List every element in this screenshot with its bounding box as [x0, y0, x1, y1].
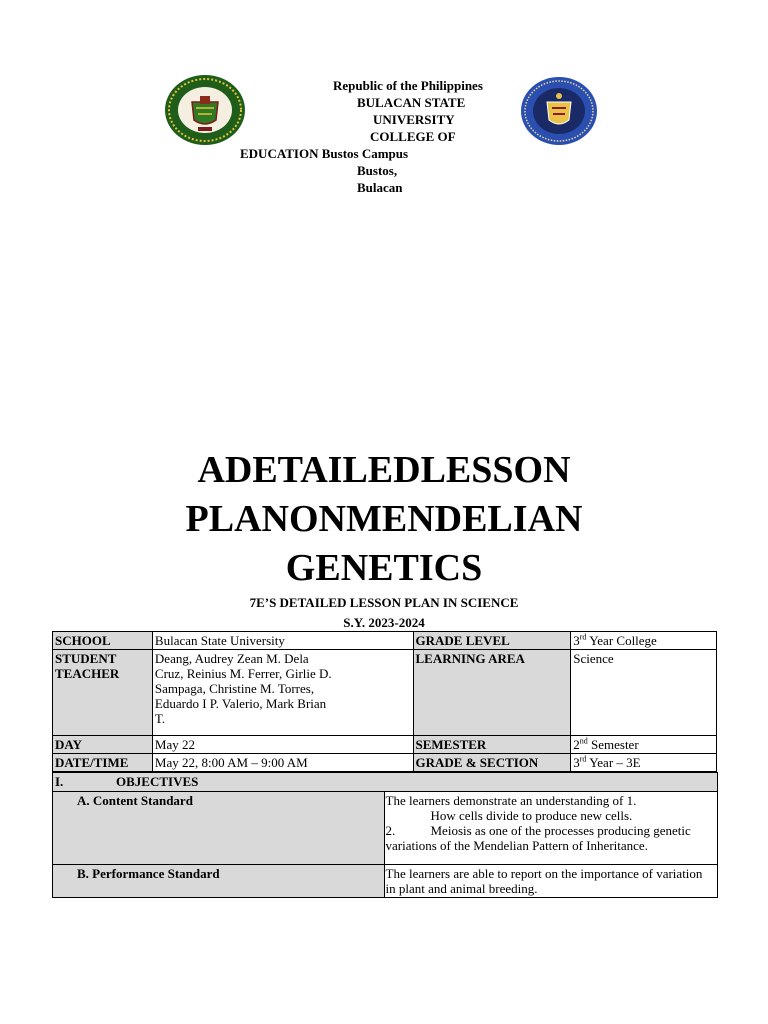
- school-year: S.Y. 2023-2024: [343, 615, 425, 630]
- day-value: May 22: [152, 736, 413, 754]
- lesson-plan-subtitle: 7E’S DETAILED LESSON PLAN IN SCIENCE: [249, 595, 519, 610]
- header-line-bustos: Bustos,: [357, 163, 398, 178]
- objectives-title: OBJECTIVES: [116, 774, 199, 789]
- performance-standard-label: B. Performance Standard: [53, 865, 385, 898]
- objectives-heading: [52, 772, 718, 792]
- content-standard-text: [384, 792, 718, 865]
- learning-area-label: LEARNING AREA: [413, 650, 571, 736]
- header-line-university: UNIVERSITY: [373, 112, 455, 127]
- header-line-bulacan-state: BULACAN STATE: [357, 95, 466, 110]
- school-value: Bulacan State University: [152, 632, 413, 650]
- objectives-table: [52, 791, 718, 898]
- header-line-education-campus: EDUCATION Bustos Campus: [240, 146, 409, 161]
- institution-header: [230, 77, 540, 196]
- learning-area-value: Science: [571, 650, 717, 736]
- title-line-3: GENETICS: [285, 547, 483, 589]
- title-line-1: ADETAILEDLESSON: [197, 449, 571, 491]
- document-title: [0, 446, 768, 593]
- semester-value: 2nd Semester: [571, 736, 717, 754]
- school-label: SCHOOL: [53, 632, 153, 650]
- grade-level-value: 3rd Year College: [571, 632, 717, 650]
- grade-level-label: GRADE LEVEL: [413, 632, 571, 650]
- objectives-number: I.: [55, 774, 64, 789]
- content-standard-intro: The learners demonstrate an understanding of 1.: [385, 793, 637, 808]
- datetime-label: DATE/TIME: [53, 754, 153, 772]
- document-subtitle: [0, 593, 768, 633]
- content-standard-item-2: 2. Meiosis as one of the processes producing genetic variations of the Mendelian Pattern of Inheritance.: [385, 823, 691, 853]
- grade-section-label: GRADE & SECTION: [413, 754, 571, 772]
- content-standard-item-1: How cells divide to produce new cells.: [430, 808, 633, 823]
- day-label: DAY: [53, 736, 153, 754]
- header-line-college-of: COLLEGE OF: [370, 129, 456, 144]
- semester-label: SEMESTER: [413, 736, 571, 754]
- lesson-info-table: [52, 631, 717, 772]
- student-teacher-value: Deang, Audrey Zean M. Dela Cruz, Reinius M. Ferrer, Girlie D. Sampaga, Christine M. Torres, Eduardo I P. Valerio, Mark Brian T.: [152, 650, 413, 736]
- header-line-bulacan: Bulacan: [357, 180, 403, 195]
- student-teacher-label: STUDENT TEACHER: [53, 650, 153, 736]
- datetime-value: May 22, 8:00 AM – 9:00 AM: [152, 754, 413, 772]
- content-standard-label: A. Content Standard: [53, 792, 385, 865]
- grade-section-value: 3rd Year – 3E: [571, 754, 717, 772]
- header-line-republic: Republic of the Philippines: [333, 78, 483, 93]
- title-line-2: PLANONMENDELIAN: [185, 498, 583, 540]
- performance-standard-text: The learners are able to report on the importance of variation in plant and animal breeding.: [384, 865, 718, 898]
